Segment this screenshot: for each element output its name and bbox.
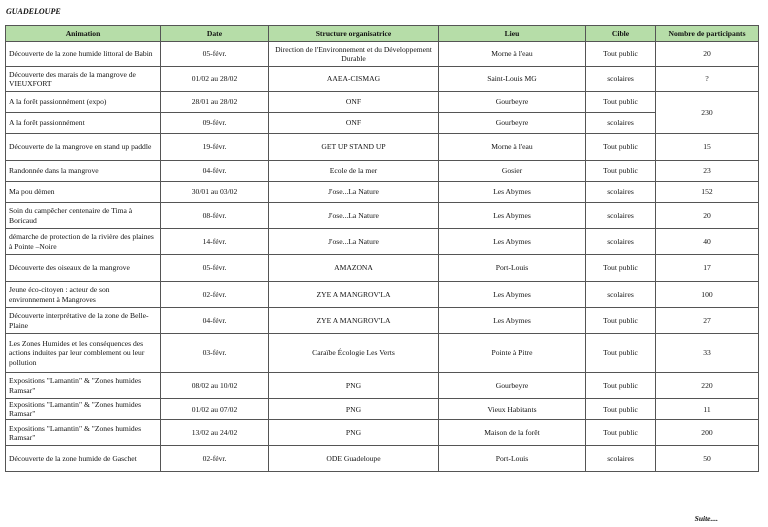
continued-note: Suite.... xyxy=(694,514,718,523)
cell-structure: ZYE A MANGROV'LA xyxy=(269,282,439,308)
cell-animation: Les Zones Humides et les conséquences des actions induites par leur comblement ou leur pollution xyxy=(6,334,161,373)
table-row xyxy=(6,42,759,67)
cell-animation: Découverte interprétative de la zone de Belle-Plaine xyxy=(6,308,161,334)
table-row xyxy=(6,229,759,255)
cell-date: 08-févr. xyxy=(161,203,269,229)
cell-cible: Tout public xyxy=(586,373,656,399)
cell-participants: 50 xyxy=(656,446,759,472)
table-body xyxy=(6,42,759,472)
cell-lieu: Gourbeyre xyxy=(439,113,586,134)
cell-structure: Caraïbe Écologie Les Verts xyxy=(269,334,439,373)
cell-cible: Tout public xyxy=(586,420,656,446)
cell-participants: 200 xyxy=(656,420,759,446)
cell-structure: PNG xyxy=(269,399,439,420)
cell-animation: Découverte de la zone humide littoral de Babin xyxy=(6,42,161,67)
cell-date: 14-févr. xyxy=(161,229,269,255)
cell-lieu: Port-Louis xyxy=(439,255,586,282)
cell-structure: PNG xyxy=(269,373,439,399)
cell-cible: Tout public xyxy=(586,42,656,67)
cell-structure: GET UP STAND UP xyxy=(269,134,439,161)
cell-cible: scolaires xyxy=(586,67,656,92)
cell-date: 08/02 au 10/02 xyxy=(161,373,269,399)
cell-lieu: Les Abymes xyxy=(439,182,586,203)
cell-structure: J'ose...La Nature xyxy=(269,229,439,255)
cell-cible: scolaires xyxy=(586,229,656,255)
cell-cible: Tout public xyxy=(586,255,656,282)
table-row xyxy=(6,182,759,203)
cell-animation: Découverte des marais de la mangrove de VIEUXFORT xyxy=(6,67,161,92)
cell-participants: 15 xyxy=(656,134,759,161)
cell-participants: 20 xyxy=(656,203,759,229)
cell-lieu: Morne à l'eau xyxy=(439,42,586,67)
animations-table xyxy=(5,25,759,472)
cell-cible: Tout public xyxy=(586,334,656,373)
cell-participants: 152 xyxy=(656,182,759,203)
cell-lieu: Gourbeyre xyxy=(439,92,586,113)
table-row xyxy=(6,134,759,161)
cell-animation: Expositions "Lamantin" & "Zones humides Ramsar" xyxy=(6,420,161,446)
cell-animation: Découverte de la mangrove en stand up paddle xyxy=(6,134,161,161)
cell-cible: Tout public xyxy=(586,92,656,113)
cell-cible: Tout public xyxy=(586,308,656,334)
header-lieu: Lieu xyxy=(439,26,586,42)
cell-animation: Découverte des oiseaux de la mangrove xyxy=(6,255,161,282)
cell-structure: J'ose...La Nature xyxy=(269,203,439,229)
table-row xyxy=(6,399,759,420)
cell-structure: ZYE A MANGROV'LA xyxy=(269,308,439,334)
cell-date: 13/02 au 24/02 xyxy=(161,420,269,446)
cell-lieu: Port-Louis xyxy=(439,446,586,472)
cell-lieu: Gourbeyre xyxy=(439,373,586,399)
table-row xyxy=(6,373,759,399)
cell-participants: 230 xyxy=(656,92,759,134)
cell-animation: Randonnée dans la mangrove xyxy=(6,161,161,182)
cell-animation: Ma pou dèmen xyxy=(6,182,161,203)
cell-date: 19-févr. xyxy=(161,134,269,161)
cell-date: 04-févr. xyxy=(161,161,269,182)
cell-structure: AMAZONA xyxy=(269,255,439,282)
cell-participants: 33 xyxy=(656,334,759,373)
cell-structure: PNG xyxy=(269,420,439,446)
cell-animation: Découverte de la zone humide de Gaschet xyxy=(6,446,161,472)
cell-participants: 100 xyxy=(656,282,759,308)
cell-participants: 27 xyxy=(656,308,759,334)
cell-cible: scolaires xyxy=(586,203,656,229)
cell-cible: scolaires xyxy=(586,446,656,472)
cell-participants: 23 xyxy=(656,161,759,182)
cell-participants: 11 xyxy=(656,399,759,420)
cell-participants: 40 xyxy=(656,229,759,255)
header-animation: Animation xyxy=(6,26,161,42)
cell-structure: AAEA-CISMAG xyxy=(269,67,439,92)
cell-date: 02-févr. xyxy=(161,446,269,472)
cell-cible: scolaires xyxy=(586,282,656,308)
cell-date: 30/01 au 03/02 xyxy=(161,182,269,203)
region-title: GUADELOUPE xyxy=(6,7,61,16)
cell-date: 03-févr. xyxy=(161,334,269,373)
cell-cible: scolaires xyxy=(586,182,656,203)
table-row xyxy=(6,282,759,308)
cell-date: 09-févr. xyxy=(161,113,269,134)
cell-structure: Direction de l'Environnement et du Développement Durable xyxy=(269,42,439,67)
cell-animation: A la forêt passionnément (expo) xyxy=(6,92,161,113)
header-date: Date xyxy=(161,26,269,42)
cell-date: 01/02 au 28/02 xyxy=(161,67,269,92)
cell-participants: ? xyxy=(656,67,759,92)
table-row xyxy=(6,308,759,334)
cell-structure: ODE Guadeloupe xyxy=(269,446,439,472)
cell-animation: démarche de protection de la rivière des plaines à Pointe –Noire xyxy=(6,229,161,255)
cell-lieu: Vieux Habitants xyxy=(439,399,586,420)
table-row xyxy=(6,255,759,282)
table-row xyxy=(6,113,759,134)
table-row xyxy=(6,446,759,472)
table-row xyxy=(6,334,759,373)
cell-cible: Tout public xyxy=(586,161,656,182)
table-row xyxy=(6,420,759,446)
cell-lieu: Pointe à Pitre xyxy=(439,334,586,373)
cell-animation: Expositions "Lamantin" & "Zones humides Ramsar" xyxy=(6,373,161,399)
cell-participants: 17 xyxy=(656,255,759,282)
cell-cible: scolaires xyxy=(586,113,656,134)
cell-lieu: Gosier xyxy=(439,161,586,182)
cell-lieu: Les Abymes xyxy=(439,229,586,255)
cell-structure: ONF xyxy=(269,92,439,113)
cell-structure: ONF xyxy=(269,113,439,134)
header-cible: Cible xyxy=(586,26,656,42)
cell-animation: Jeune éco-citoyen : acteur de son environnement à Mangroves xyxy=(6,282,161,308)
cell-date: 05-févr. xyxy=(161,255,269,282)
cell-date: 02-févr. xyxy=(161,282,269,308)
header-structure: Structure organisatrice xyxy=(269,26,439,42)
cell-structure: Ecole de la mer xyxy=(269,161,439,182)
cell-lieu: Les Abymes xyxy=(439,308,586,334)
cell-cible: Tout public xyxy=(586,134,656,161)
cell-lieu: Maison de la forêt xyxy=(439,420,586,446)
header-participants: Nombre de participants xyxy=(656,26,759,42)
cell-lieu: Morne à l'eau xyxy=(439,134,586,161)
cell-date: 28/01 au 28/02 xyxy=(161,92,269,113)
cell-date: 01/02 au 07/02 xyxy=(161,399,269,420)
table-row xyxy=(6,203,759,229)
cell-participants: 20 xyxy=(656,42,759,67)
cell-lieu: Les Abymes xyxy=(439,282,586,308)
cell-cible: Tout public xyxy=(586,399,656,420)
cell-animation: Soin du campêcher centenaire de Tima à Boricaud xyxy=(6,203,161,229)
cell-lieu: Saint-Louis MG xyxy=(439,67,586,92)
cell-lieu: Les Abymes xyxy=(439,203,586,229)
table-row xyxy=(6,67,759,92)
cell-participants: 220 xyxy=(656,373,759,399)
cell-animation: Expositions "Lamantin" & "Zones humides Ramsar" xyxy=(6,399,161,420)
cell-structure: J'ose...La Nature xyxy=(269,182,439,203)
table-row xyxy=(6,161,759,182)
cell-date: 05-févr. xyxy=(161,42,269,67)
table-header-row xyxy=(6,26,759,42)
cell-animation: A la forêt passionnément xyxy=(6,113,161,134)
table-row xyxy=(6,92,759,113)
cell-date: 04-févr. xyxy=(161,308,269,334)
